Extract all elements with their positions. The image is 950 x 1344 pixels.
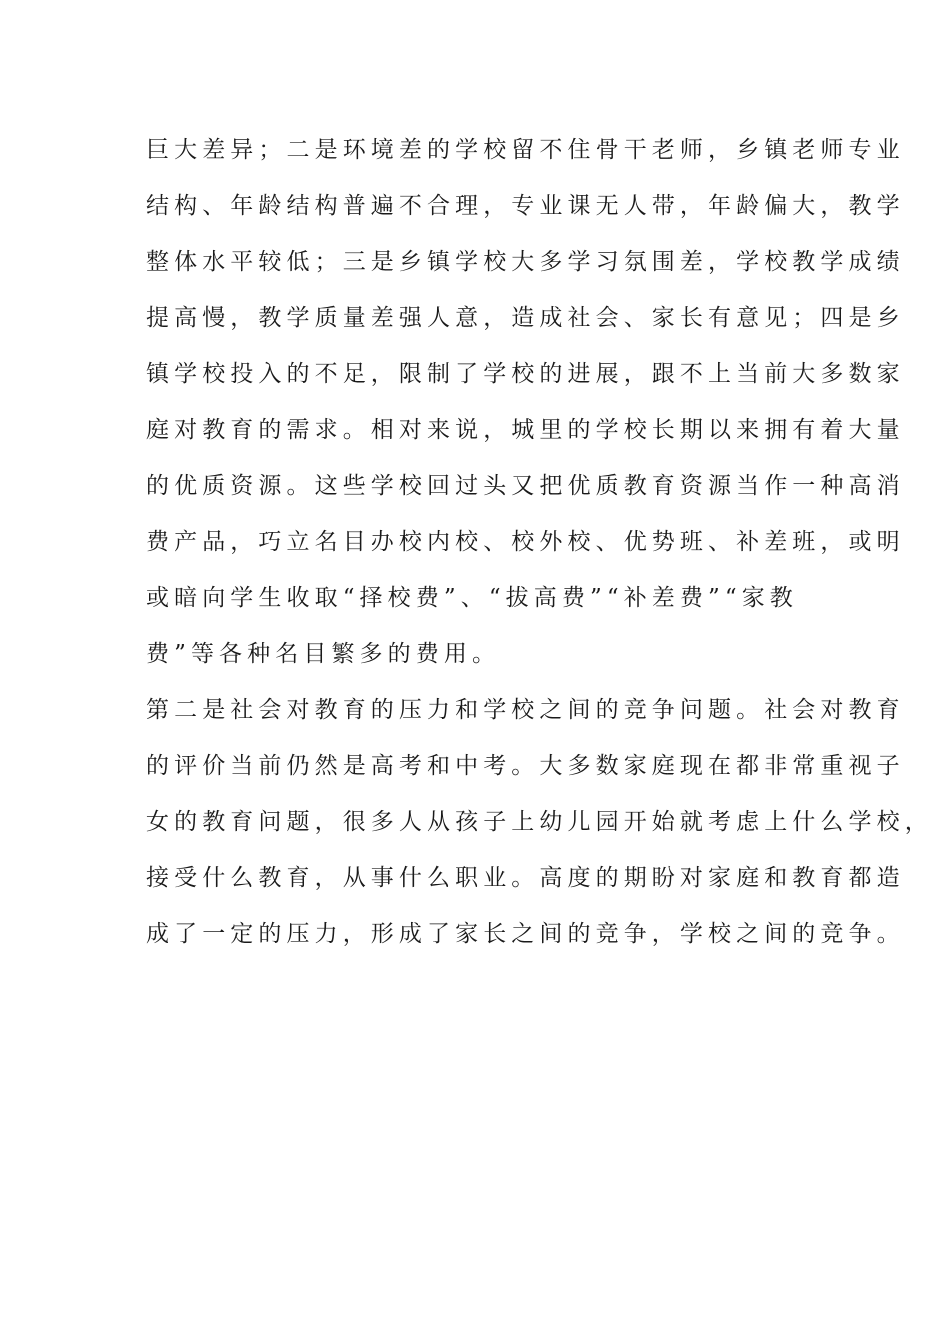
text-line: 结构、年龄结构普遍不合理，专业课无人带，年龄偏大，教学: [146, 193, 905, 219]
text-line: 或暗向学生收取“择校费”、“拔高费”“补差费”“家教: [146, 585, 798, 611]
document-body: [146, 128, 933, 968]
text-line: 女的教育问题，很多人从孩子上幼儿园开始就考虑上什么学校，: [146, 809, 933, 835]
text-line: 第二是社会对教育的压力和学校之间的竞争问题。社会对教育: [146, 697, 905, 723]
text-line: 接受什么教育，从事什么职业。高度的期盼对家庭和教育都造: [146, 865, 905, 891]
text-line: 成了一定的压力，形成了家长之间的竞争，学校之间的竞争。: [146, 921, 905, 947]
text-line: 巨大差异；二是环境差的学校留不住骨干老师，乡镇老师专业: [146, 137, 905, 163]
text-line: 整体水平较低；三是乡镇学校大多学习氛围差，学校教学成绩: [146, 249, 905, 275]
text-line: 提高慢，教学质量差强人意，造成社会、家长有意见；四是乡: [146, 305, 905, 331]
text-line: 费产品，巧立名目办校内校、校外校、优势班、补差班，或明: [146, 529, 905, 555]
text-line: 的优质资源。这些学校回过头又把优质教育资源当作一种高消: [146, 473, 905, 499]
text-line: 庭对教育的需求。相对来说，城里的学校长期以来拥有着大量: [146, 417, 905, 443]
text-line: 费”等各种名目繁多的费用。: [146, 641, 501, 667]
text-line: 镇学校投入的不足，限制了学校的进展，跟不上当前大多数家: [146, 361, 905, 387]
text-line: 的评价当前仍然是高考和中考。大多数家庭现在都非常重视子: [146, 753, 905, 779]
